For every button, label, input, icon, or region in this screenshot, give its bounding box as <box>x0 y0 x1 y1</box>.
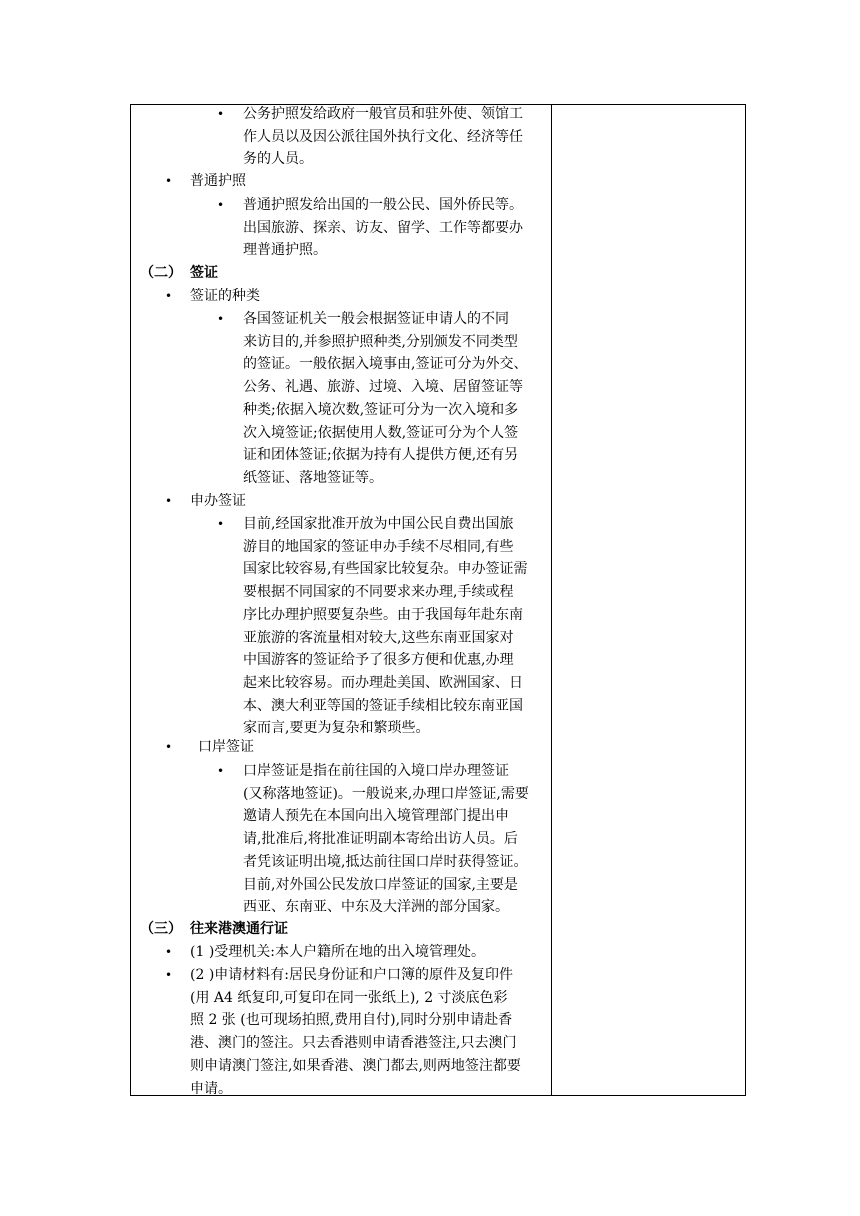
list-item-label: 签证的种类 <box>190 288 260 304</box>
paragraph-line: 游目的地国家的签证申办手续不尽相同,有些 <box>243 538 514 555</box>
paragraph-line: 各国签证机关一般会根据签证申请人的不同 <box>243 311 509 327</box>
paragraph-line: 序比办理护照要复杂些。由于我国每年赴东南 <box>243 606 523 623</box>
paragraph-line: 本、澳大利亚等国的签证手续相比较东南亚国 <box>243 697 523 714</box>
bullet-icon: • <box>165 968 173 982</box>
paragraph-line: 则申请澳门签注,如果香港、澳门都去,则两地签注都要 <box>190 1057 521 1074</box>
paragraph-line: 亚旅游的客流量相对较大,这些东南亚国家对 <box>243 629 514 646</box>
paragraph-line: 国家比较容易,有些国家比较复杂。申办签证需 <box>243 561 528 578</box>
paragraph-line: (用 A4 纸复印,可复印在同一张纸上), 2 寸淡底色彩 <box>190 989 508 1006</box>
bullet-icon: • <box>165 740 173 754</box>
paragraph-line: 普通护照发给出国的一般公民、国外侨民等。 <box>243 197 523 213</box>
paragraph-line: 理普通护照。 <box>243 242 327 259</box>
paragraph-line: 要根据不同国家的不同要求来办理,手续或程 <box>243 584 514 601</box>
bullet-icon: • <box>217 764 225 778</box>
paragraph-line: 纸签证、落地签证等。 <box>243 469 383 486</box>
paragraph-line: 来访目的,并参照护照种类,分别颁发不同类型 <box>243 333 518 350</box>
paragraph-line: 目前,经国家批准开放为中国公民自费出国旅 <box>243 516 514 532</box>
bullet-icon: • <box>165 494 173 508</box>
paragraph-line: 证和团体签证;依据为持有人提供方便,还有另 <box>243 447 519 464</box>
bullet-icon: • <box>217 107 225 121</box>
bullet-icon: • <box>165 289 173 303</box>
list-item-label: 普通护照 <box>190 173 246 189</box>
paragraph-line: 中国游客的签证给予了很多方便和优惠,办理 <box>243 652 514 669</box>
paragraph-line: 邀请人预先在本国向出入境管理部门提出申 <box>243 808 509 825</box>
paragraph-line: 作人员以及因公派往国外执行文化、经济等任 <box>243 128 523 145</box>
column-divider <box>551 104 552 1096</box>
bullet-icon: • <box>217 198 225 212</box>
paragraph-line: 的签证。一般依据入境事由,签证可分为外交、 <box>243 356 528 373</box>
paragraph-line: 公务护照发给政府一般官员和驻外使、领馆工 <box>243 106 523 122</box>
bullet-icon: • <box>217 312 225 326</box>
paragraph-line: 起来比较容易。而办理赴美国、欧洲国家、日 <box>243 674 523 691</box>
paragraph-line: (2 )申请材料有:居民身份证和户口簿的原件及复印件 <box>190 967 513 983</box>
paragraph-line: 西亚、东南亚、中东及大洋洲的部分国家。 <box>243 899 509 916</box>
bullet-icon: • <box>165 174 173 188</box>
paragraph-line: 申请。 <box>190 1080 232 1097</box>
list-item-label: 申办签证 <box>190 493 246 509</box>
paragraph-line: 种类;依据入境次数,签证可分为一次入境和多 <box>243 401 519 418</box>
section-number: （三） <box>140 921 182 937</box>
section-heading: 签证 <box>190 265 218 281</box>
paragraph-line: 目前,对外国公民发放口岸签证的国家,主要是 <box>243 876 518 893</box>
paragraph-line: 照 2 张 (也可现场拍照,费用自付),同时分别申请赴香 <box>190 1012 513 1029</box>
list-item-label: (1 )受理机关:本人户籍所在地的出入境管理处。 <box>190 944 485 960</box>
paragraph-line: (又称落地签证)。一般说来,办理口岸签证,需要 <box>243 785 529 802</box>
paragraph-line: 务的人员。 <box>243 151 313 168</box>
paragraph-line: 港、澳门的签注。只去香港则申请香港签注,只去澳门 <box>190 1035 517 1052</box>
section-heading: 往来港澳通行证 <box>190 921 288 937</box>
list-item-label: 口岸签证 <box>198 739 254 755</box>
paragraph-line: 次入境签证;依据使用人数,签证可分为个人签 <box>243 424 519 441</box>
section-number: （二） <box>140 265 182 281</box>
paragraph-line: 公务、礼遇、旅游、过境、入境、居留签证等 <box>243 379 523 396</box>
paragraph-line: 者凭该证明出境,抵达前往国口岸时获得签证。 <box>243 853 528 870</box>
bullet-icon: • <box>217 517 225 531</box>
bullet-icon: • <box>165 945 173 959</box>
paragraph-line: 出国旅游、探亲、访友、留学、工作等都要办 <box>243 219 523 236</box>
paragraph-line: 家而言,要更为复杂和繁琐些。 <box>243 720 430 737</box>
paragraph-line: 口岸签证是指在前往国的入境口岸办理签证 <box>243 763 509 779</box>
paragraph-line: 请,批准后,将批准证明副本寄给出访人员。后 <box>243 831 518 848</box>
